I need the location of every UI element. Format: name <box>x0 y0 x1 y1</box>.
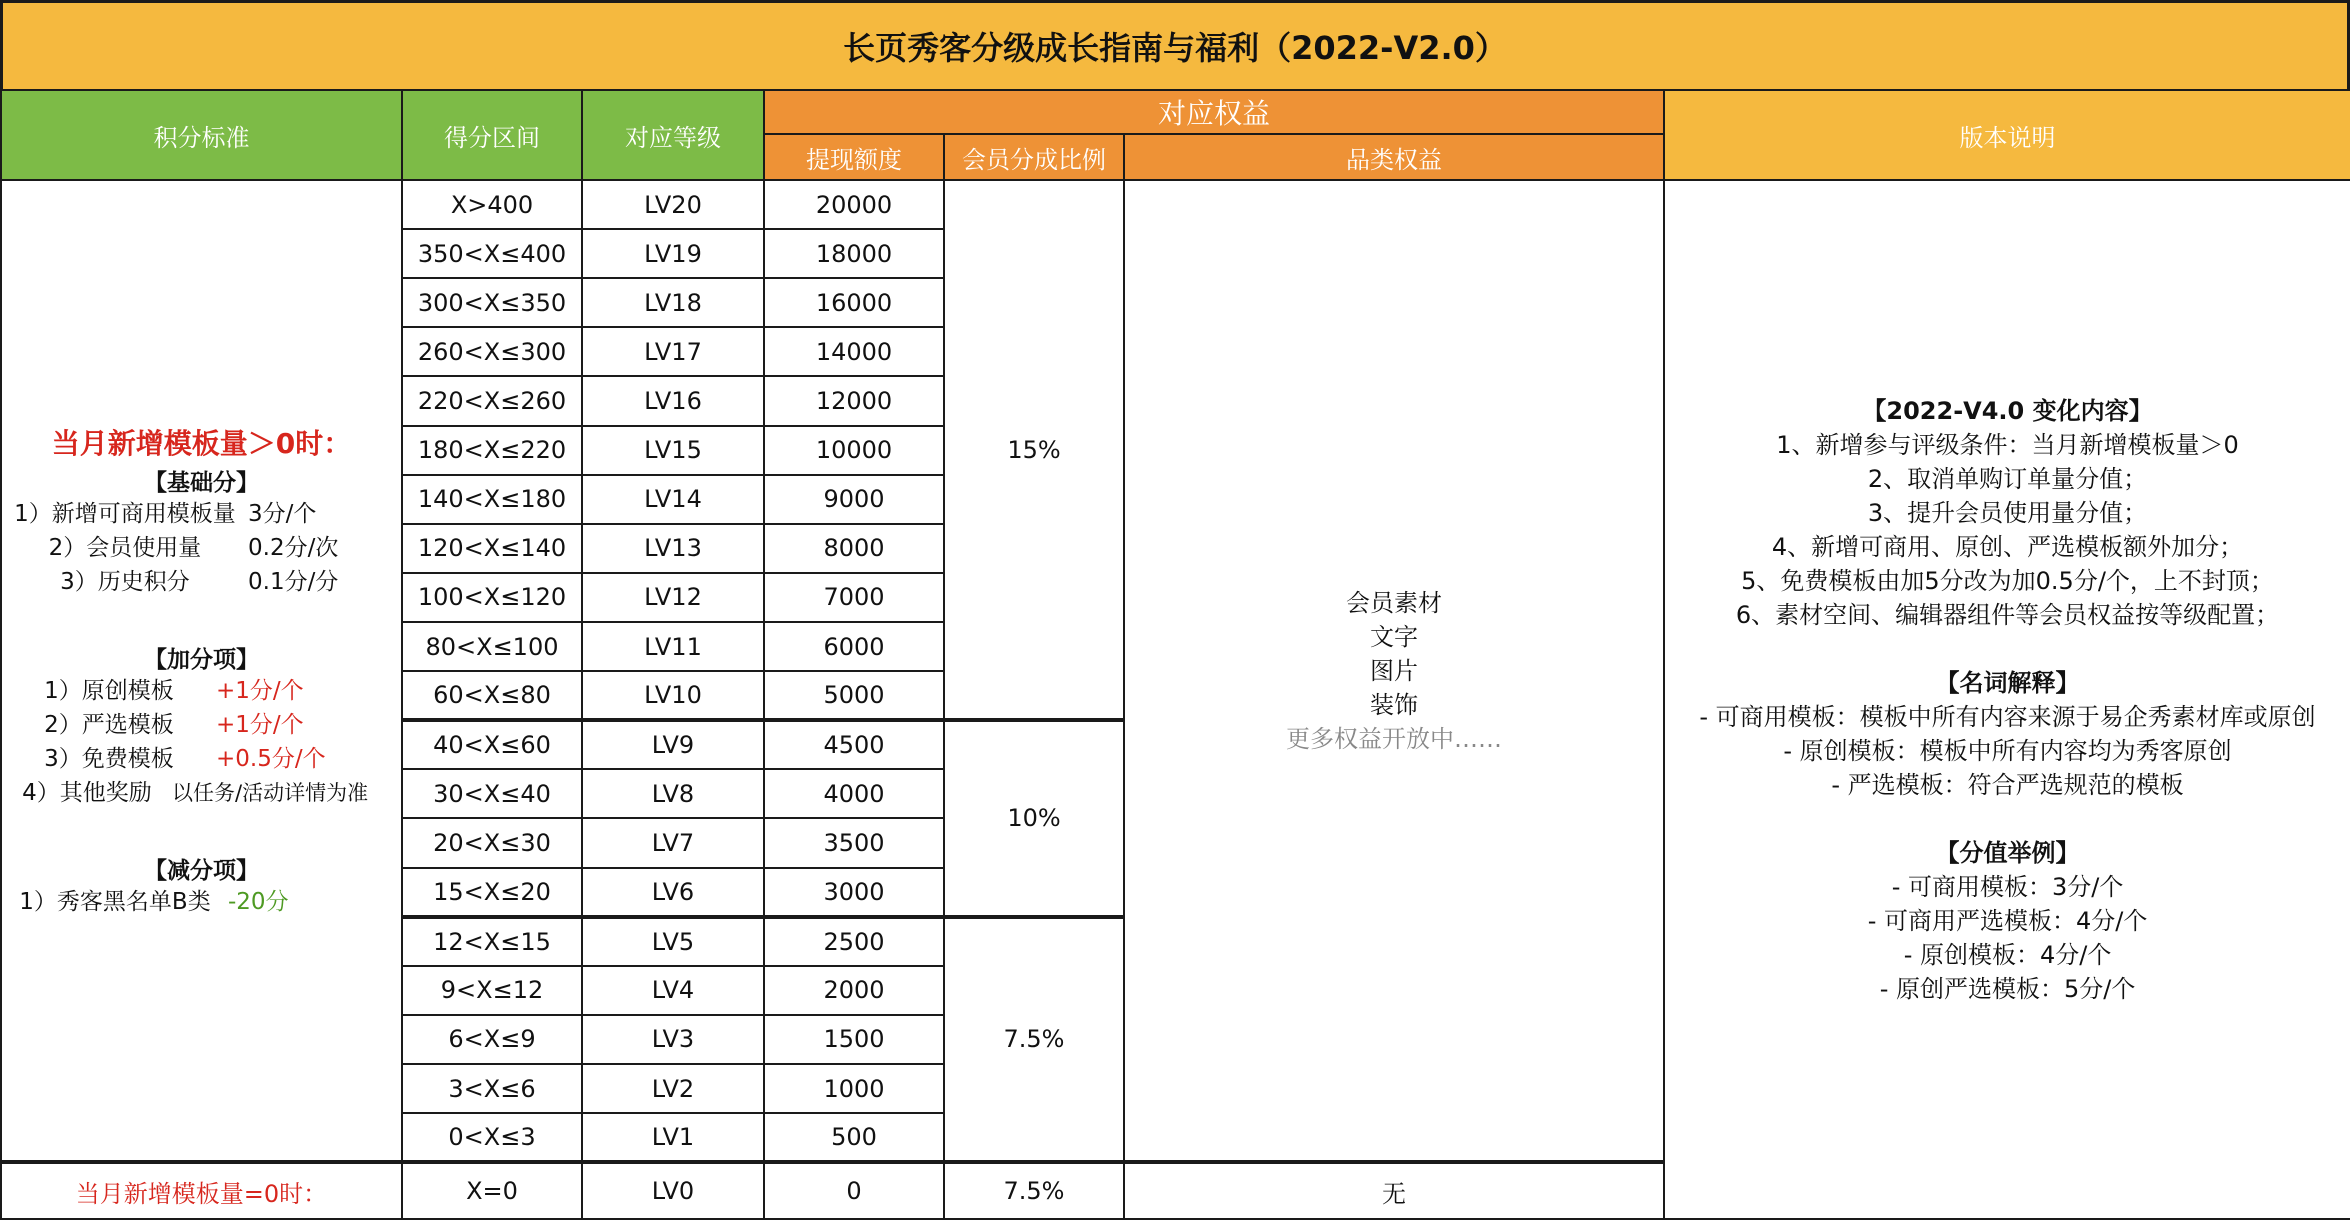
share-cell-7-5: 7.5% <box>944 917 1124 1163</box>
score-range-cell: 0<X≤3 <box>402 1113 582 1162</box>
withdraw-cell: 4500 <box>764 720 944 769</box>
example-item: - 原创模板：4分/个 <box>1903 940 2112 969</box>
change-item: 1、新增参与评级条件：当月新增模板量＞0 <box>1776 430 2239 459</box>
level-cell: LV9 <box>582 720 764 769</box>
withdraw-cell: 8000 <box>764 524 944 573</box>
change-item: 2、取消单购订单量分值； <box>1867 464 2148 493</box>
score-range-cell: 300<X≤350 <box>402 278 582 327</box>
score-range-cell: 20<X≤30 <box>402 818 582 867</box>
category-benefits-cell <box>1124 180 1664 1162</box>
bonus-item-label: 4）其他奖励 <box>22 780 152 807</box>
bonus-item-label: 1）原创模板 <box>44 678 174 705</box>
withdraw-cell: 10000 <box>764 426 944 475</box>
header-version: 版本说明 <box>1664 90 2350 180</box>
score-range-cell: 180<X≤220 <box>402 426 582 475</box>
bonus-title: 【加分项】 <box>144 647 259 674</box>
growth-guide-table <box>0 89 2350 1220</box>
score-range-cell: 120<X≤140 <box>402 524 582 573</box>
term-item: - 原创模板：模板中所有内容均为秀客原创 <box>1783 736 2232 765</box>
withdraw-cell: 20000 <box>764 180 944 229</box>
level-cell: LV16 <box>582 376 764 425</box>
terms-title: 【名词解释】 <box>1935 668 2080 697</box>
version-notes-cell <box>1664 180 2350 1219</box>
bonus-list <box>2 674 401 810</box>
withdraw-cell: 6000 <box>764 622 944 671</box>
score-range-cell: 6<X≤9 <box>402 1015 582 1064</box>
level-cell: LV4 <box>582 966 764 1015</box>
withdraw-cell: 12000 <box>764 376 944 425</box>
level-cell: LV12 <box>582 573 764 622</box>
score-range-cell: 350<X≤400 <box>402 229 582 278</box>
withdraw-cell: 3500 <box>764 818 944 867</box>
withdraw-cell: 18000 <box>764 229 944 278</box>
share-cell-15: 15% <box>944 180 1124 720</box>
score-range-cell: X>400 <box>402 180 582 229</box>
withdraw-cell: 4000 <box>764 769 944 818</box>
score-range-cell: 12<X≤15 <box>402 917 582 966</box>
change-item: 3、提升会员使用量分值； <box>1867 498 2148 527</box>
bonus-item-points: +1分/个 <box>216 712 304 739</box>
base-score-list <box>2 497 401 599</box>
category-cell: 无 <box>1124 1162 1664 1219</box>
deduction-list <box>2 885 401 919</box>
base-item <box>2 531 401 565</box>
zero-condition-label: 当月新增模板量=0时： <box>1 1162 402 1219</box>
level-cell: LV14 <box>582 475 764 524</box>
bonus-item-points: +1分/个 <box>216 678 304 705</box>
withdraw-cell: 1500 <box>764 1015 944 1064</box>
header-share: 会员分成比例 <box>944 134 1124 180</box>
base-item-label: 3）历史积分 <box>60 569 190 596</box>
change-item: 5、免费模板由加5分改为加0.5分/个，上不封顶； <box>1741 566 2274 595</box>
changes-title: 【2022-V4.0 变化内容】 <box>1862 396 2153 425</box>
header-withdraw: 提现额度 <box>764 134 944 180</box>
withdraw-cell: 3000 <box>764 868 944 917</box>
level-cell: LV18 <box>582 278 764 327</box>
example-item: - 原创严选模板：5分/个 <box>1879 974 2136 1003</box>
example-item: - 可商用严选模板：4分/个 <box>1867 906 2148 935</box>
score-range-cell: 140<X≤180 <box>402 475 582 524</box>
level-cell: LV7 <box>582 818 764 867</box>
header-level: 对应等级 <box>582 90 764 180</box>
score-range-cell: 100<X≤120 <box>402 573 582 622</box>
level-cell: LV19 <box>582 229 764 278</box>
level-cell: LV5 <box>582 917 764 966</box>
score-range-cell: 9<X≤12 <box>402 966 582 1015</box>
header-points-standard: 积分标准 <box>1 90 402 180</box>
base-score-title: 【基础分】 <box>144 470 259 497</box>
base-item <box>2 497 401 531</box>
withdraw-cell: 16000 <box>764 278 944 327</box>
score-range-cell: 40<X≤60 <box>402 720 582 769</box>
bonus-item <box>2 674 401 708</box>
minus-item-points: -20分 <box>228 889 289 916</box>
withdraw-cell: 1000 <box>764 1064 944 1113</box>
change-item: 6、素材空间、编辑器组件等会员权益按等级配置； <box>1735 600 2280 629</box>
withdraw-cell: 2000 <box>764 966 944 1015</box>
score-range-cell: 260<X≤300 <box>402 327 582 376</box>
bonus-item-label: 3）免费模板 <box>44 746 174 773</box>
score-range-cell: 80<X≤100 <box>402 622 582 671</box>
category-benefit-item: 更多权益开放中…… <box>1286 724 1502 753</box>
header-benefits: 对应权益 <box>764 90 1664 134</box>
withdraw-cell: 7000 <box>764 573 944 622</box>
score-range-cell: 30<X≤40 <box>402 769 582 818</box>
examples-title: 【分值举例】 <box>1935 838 2080 867</box>
bonus-item-label: 2）严选模板 <box>44 712 174 739</box>
minus-item-label: 1）秀客黑名单B类 <box>19 889 211 916</box>
header-category: 品类权益 <box>1124 134 1664 180</box>
term-item: - 严选模板：符合严选规范的模板 <box>1831 770 2184 799</box>
level-cell: LV10 <box>582 671 764 720</box>
base-item-points: 3分/个 <box>248 501 317 528</box>
level-cell: LV8 <box>582 769 764 818</box>
withdraw-cell: 500 <box>764 1113 944 1162</box>
withdraw-cell: 14000 <box>764 327 944 376</box>
score-range-cell: 220<X≤260 <box>402 376 582 425</box>
category-benefit-item: 图片 <box>1370 656 1418 685</box>
bonus-item-points: +0.5分/个 <box>216 746 326 773</box>
score-range-cell: 3<X≤6 <box>402 1064 582 1113</box>
example-item: - 可商用模板：3分/个 <box>1891 872 2124 901</box>
base-item-points: 0.1分/分 <box>248 569 339 596</box>
category-benefit-item: 装饰 <box>1370 690 1418 719</box>
level-cell: LV1 <box>582 1113 764 1162</box>
withdraw-cell: 9000 <box>764 475 944 524</box>
level-cell: LV2 <box>582 1064 764 1113</box>
share-cell-10: 10% <box>944 720 1124 916</box>
base-item-points: 0.2分/次 <box>248 535 339 562</box>
level-rows <box>1 180 2350 1219</box>
level-row <box>1 180 2350 229</box>
withdraw-cell: 0 <box>764 1162 944 1219</box>
level-cell: LV0 <box>582 1162 764 1219</box>
base-item-label: 1）新增可商用模板量 <box>14 501 236 528</box>
base-item <box>2 565 401 599</box>
level-cell: LV3 <box>582 1015 764 1064</box>
score-range-cell: 15<X≤20 <box>402 868 582 917</box>
term-item: - 可商用模板：模板中所有内容来源于易企秀素材库或原创 <box>1699 702 2316 731</box>
score-range-cell: X=0 <box>402 1162 582 1219</box>
level-cell: LV15 <box>582 426 764 475</box>
points-rules <box>2 422 401 919</box>
page-title: 长页秀客分级成长指南与福利（2022-V2.0） <box>0 0 2350 92</box>
bonus-item <box>2 742 401 776</box>
level-cell: LV11 <box>582 622 764 671</box>
bonus-item-points: 以任务/活动详情为准 <box>172 781 369 806</box>
bonus-item <box>2 776 401 810</box>
withdraw-cell: 2500 <box>764 917 944 966</box>
deduction-title: 【减分项】 <box>144 858 259 885</box>
level-cell: LV17 <box>582 327 764 376</box>
points-standard-cell <box>1 180 402 1162</box>
bonus-item <box>2 708 401 742</box>
score-range-cell: 60<X≤80 <box>402 671 582 720</box>
level-cell: LV6 <box>582 868 764 917</box>
minus-item <box>2 885 401 919</box>
level-cell: LV20 <box>582 180 764 229</box>
level-cell: LV13 <box>582 524 764 573</box>
change-item: 4、新增可商用、原创、严选模板额外加分； <box>1771 532 2244 561</box>
header-score-range: 得分区间 <box>402 90 582 180</box>
withdraw-cell: 5000 <box>764 671 944 720</box>
base-item-label: 2）会员使用量 <box>48 535 202 562</box>
category-benefit-item: 会员素材 <box>1346 588 1442 617</box>
share-cell: 7.5% <box>944 1162 1124 1219</box>
category-benefit-item: 文字 <box>1370 622 1418 651</box>
positive-condition-heading: 当月新增模板量＞0时： <box>51 427 352 461</box>
